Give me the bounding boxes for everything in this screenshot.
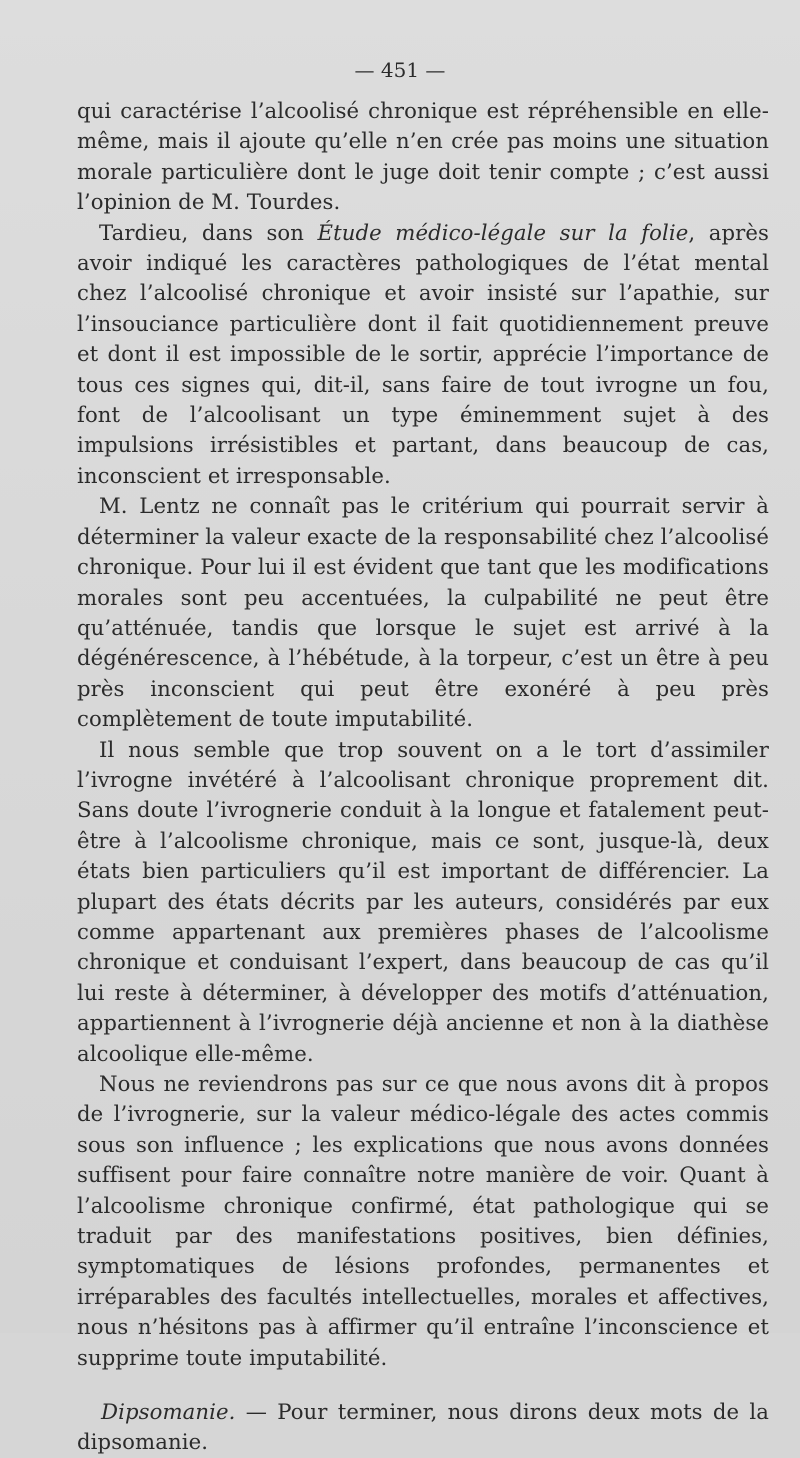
paragraph-4: Il nous semble que trop souvent on a le tort d’assimiler l’ivrogne invétéré à l’alcoolisant chronique proprement dit. Sans doute l’ivrognerie conduit à la longue et fatalement peut-être à l’alcoolisme chronique, mais ce sont, jusque-là, deux états bien particuliers qu’il est important de différencier. La plupart des états décrits par les auteurs, considérés par eux comme appartenant aux premières phases de l’alcoolisme chronique et conduisant l’expert, dans beaucoup de cas qu’il lui reste à déterminer, à développer des motifs d’atténuation, appartiennent à l’ivrognerie déjà ancienne et non à la diathèse alcoolique elle-même.	[77, 736, 769, 1066]
paragraph-1: qui caractérise l’alcoolisé chronique est répréhensible en elle-même, mais il ajoute qu’elle n’en crée pas moins une situation morale particulière dont le juge doit tenir compte ; c’est aussi l’opinion de M. Tourdes.	[77, 98, 769, 215]
book-title: Étude médico-légale sur la folie	[317, 219, 689, 245]
paragraph-2-rest: , après avoir indiqué les caractères pathologiques de l’état mental chez l’alcoolisé chronique et avoir insisté sur l’apathie, sur l’insouciance particulière dont il fait quotidiennement preuve et dont il est impossible de le sortir, apprécie l’importance de tous ces signes qui, dit-il, sans faire de tout ivrogne un fou, font de l’alcoolisant un type éminemment sujet à des impulsions irrésistibles et partant, dans beaucoup de cas, inconscient et irresponsable.	[77, 219, 770, 488]
page-number: — 451 —	[354, 58, 446, 82]
paragraph-6-rest: — Pour terminer, nous dirons deux mots de la dipsomanie.	[77, 1399, 769, 1455]
body-text	[77, 96, 769, 1458]
section-heading: Dipsomanie.	[101, 1399, 236, 1425]
paragraph-5: Nous ne reviendrons pas sur ce que nous avons dit à propos de l’ivrognerie, sur la valeur médico-légale des actes commis sous son influence ; les explications que nous avons données suffisent pour faire connaître notre manière de voir. Quant à l’alcoolisme chronique confirmé, état pathologique qui se traduit par des manifestations positives, bien définies, symptomatiques de lésions profondes, permanentes et irréparables des facultés intellectuelles, morales et affectives, nous n’hésitons pas à affirmer qu’il entraîne l’inconscience et supprime toute imputabilité.	[77, 1071, 769, 1370]
paragraph-2	[77, 218, 769, 492]
paragraph-2-start: Tardieu, dans son	[99, 219, 318, 245]
paragraph-3: M. Lentz ne connaît pas le critérium qui pourrait servir à déterminer la valeur exacte de la responsabilité chez l’alcoolisé chronique. Pour lui il est évident que tant que les modifications morales sont peu accentuées, la culpabilité ne peut être qu’atténuée, tandis que lorsque le sujet est arrivé à la dégénérescence, à l’hébétude, à la torpeur, c’est un être à peu près inconscient qui peut être exonéré à peu près complètement de toute imputabilité.	[77, 493, 769, 732]
paragraph-6	[77, 1397, 769, 1458]
